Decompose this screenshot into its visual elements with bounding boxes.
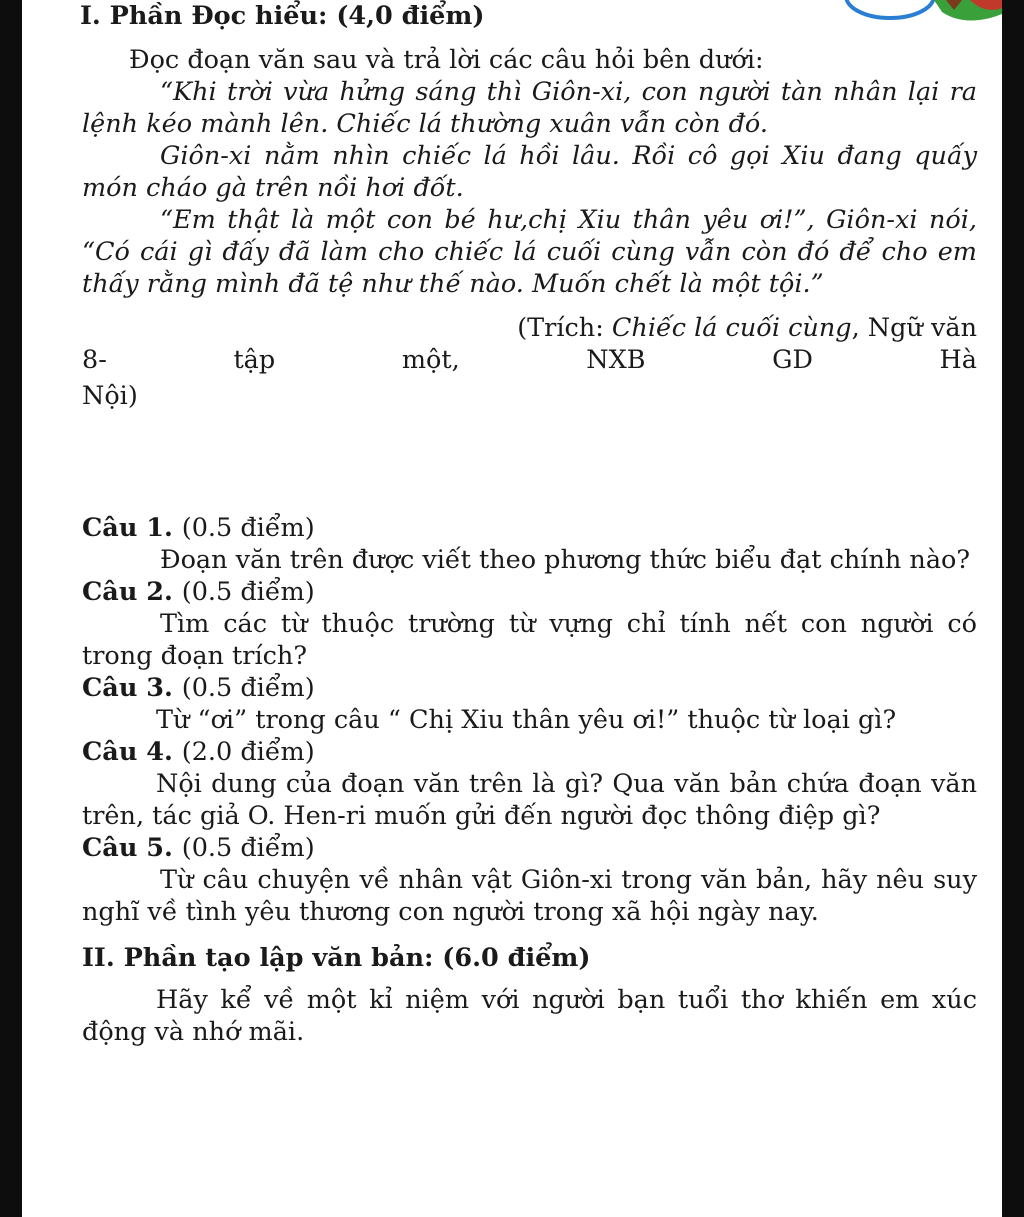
passage-paragraph-2: Giôn-xi nằm nhìn chiếc lá hồi lâu. Rồi cô gọi Xiu đang quấy món cháo gà trên nồi hơi đốt. [82, 141, 977, 203]
question-3-points: (0.5 điểm) [181, 673, 315, 703]
source-word: 8- [82, 345, 107, 375]
source-line-3: Nội) [82, 381, 138, 411]
question-2-label: Câu 2. [82, 577, 173, 607]
question-5-text: Từ câu chuyện về nhân vật Giôn-xi trong văn bản, hãy nêu suy nghĩ về tình yêu thương con người trong xã hội ngày nay. [82, 865, 977, 927]
question-1-label: Câu 1. [82, 513, 173, 543]
source-word: Hà [939, 345, 977, 375]
part2-prompt: Hãy kể về một kỉ niệm với người bạn tuổi thơ khiến em xúc động và nhớ mãi. [82, 985, 977, 1047]
question-5-heading [82, 832, 977, 864]
question-4-text: Nội dung của đoạn văn trên là gì? Qua văn bản chứa đoạn văn trên, tác giả O. Hen-ri muốn gửi đến người đọc thông điệp gì? [82, 769, 977, 831]
source-title: Chiếc lá cuối cùng [611, 313, 852, 343]
question-3-label: Câu 3. [82, 673, 173, 703]
source-line-2 [82, 344, 977, 376]
instruction: Đọc đoạn văn sau và trả lời các câu hỏi bên dưới: [129, 45, 764, 75]
question-1-heading [82, 512, 977, 544]
source-word: tập [233, 345, 276, 375]
source-word: GD [772, 345, 813, 375]
source-word: NXB [586, 345, 646, 375]
question-4-points: (2.0 điểm) [181, 737, 315, 767]
question-5-label: Câu 5. [82, 833, 173, 863]
part1-heading: I. Phần Đọc hiểu: (4,0 điểm) [80, 1, 485, 31]
source-prefix: (Trích: [517, 313, 612, 343]
question-1-points: (0.5 điểm) [181, 513, 315, 543]
source-suffix: , Ngữ văn [851, 313, 977, 343]
passage-paragraph-3: “Em thật là một con bé hư,chị Xiu thân yêu ơi!”, Giôn-xi nói, “Có cái gì đấy đã làm cho chiếc lá cuối cùng vẫn còn đó để cho em thấy rằng mình đã tệ như thế nào. Muốn chết là một tội.” [82, 205, 977, 299]
question-4-heading [82, 736, 977, 768]
part2-heading: II. Phần tạo lập văn bản: (6.0 điểm) [82, 943, 591, 973]
source-word: một, [401, 345, 460, 375]
question-2-points: (0.5 điểm) [181, 577, 315, 607]
passage-paragraph-1: “Khi trời vừa hửng sáng thì Giôn-xi, con người tàn nhân lại ra lệnh kéo mành lên. Chiếc lá thường xuân vẫn còn đó. [82, 77, 977, 139]
question-1-text: Đoạn văn trên được viết theo phương thức biểu đạt chính nào? [160, 545, 971, 575]
question-3-text: Từ “ơi” trong câu “ Chị Xiu thân yêu ơi!” thuộc từ loại gì? [156, 705, 897, 735]
question-5-points: (0.5 điểm) [181, 833, 315, 863]
question-2-text: Tìm các từ thuộc trường từ vựng chỉ tính nết con người có trong đoạn trích? [82, 609, 977, 671]
source-citation [82, 312, 977, 344]
document-body [82, 0, 977, 1048]
question-4-label: Câu 4. [82, 737, 173, 767]
question-2-heading [82, 576, 977, 608]
question-3-heading [82, 672, 977, 704]
